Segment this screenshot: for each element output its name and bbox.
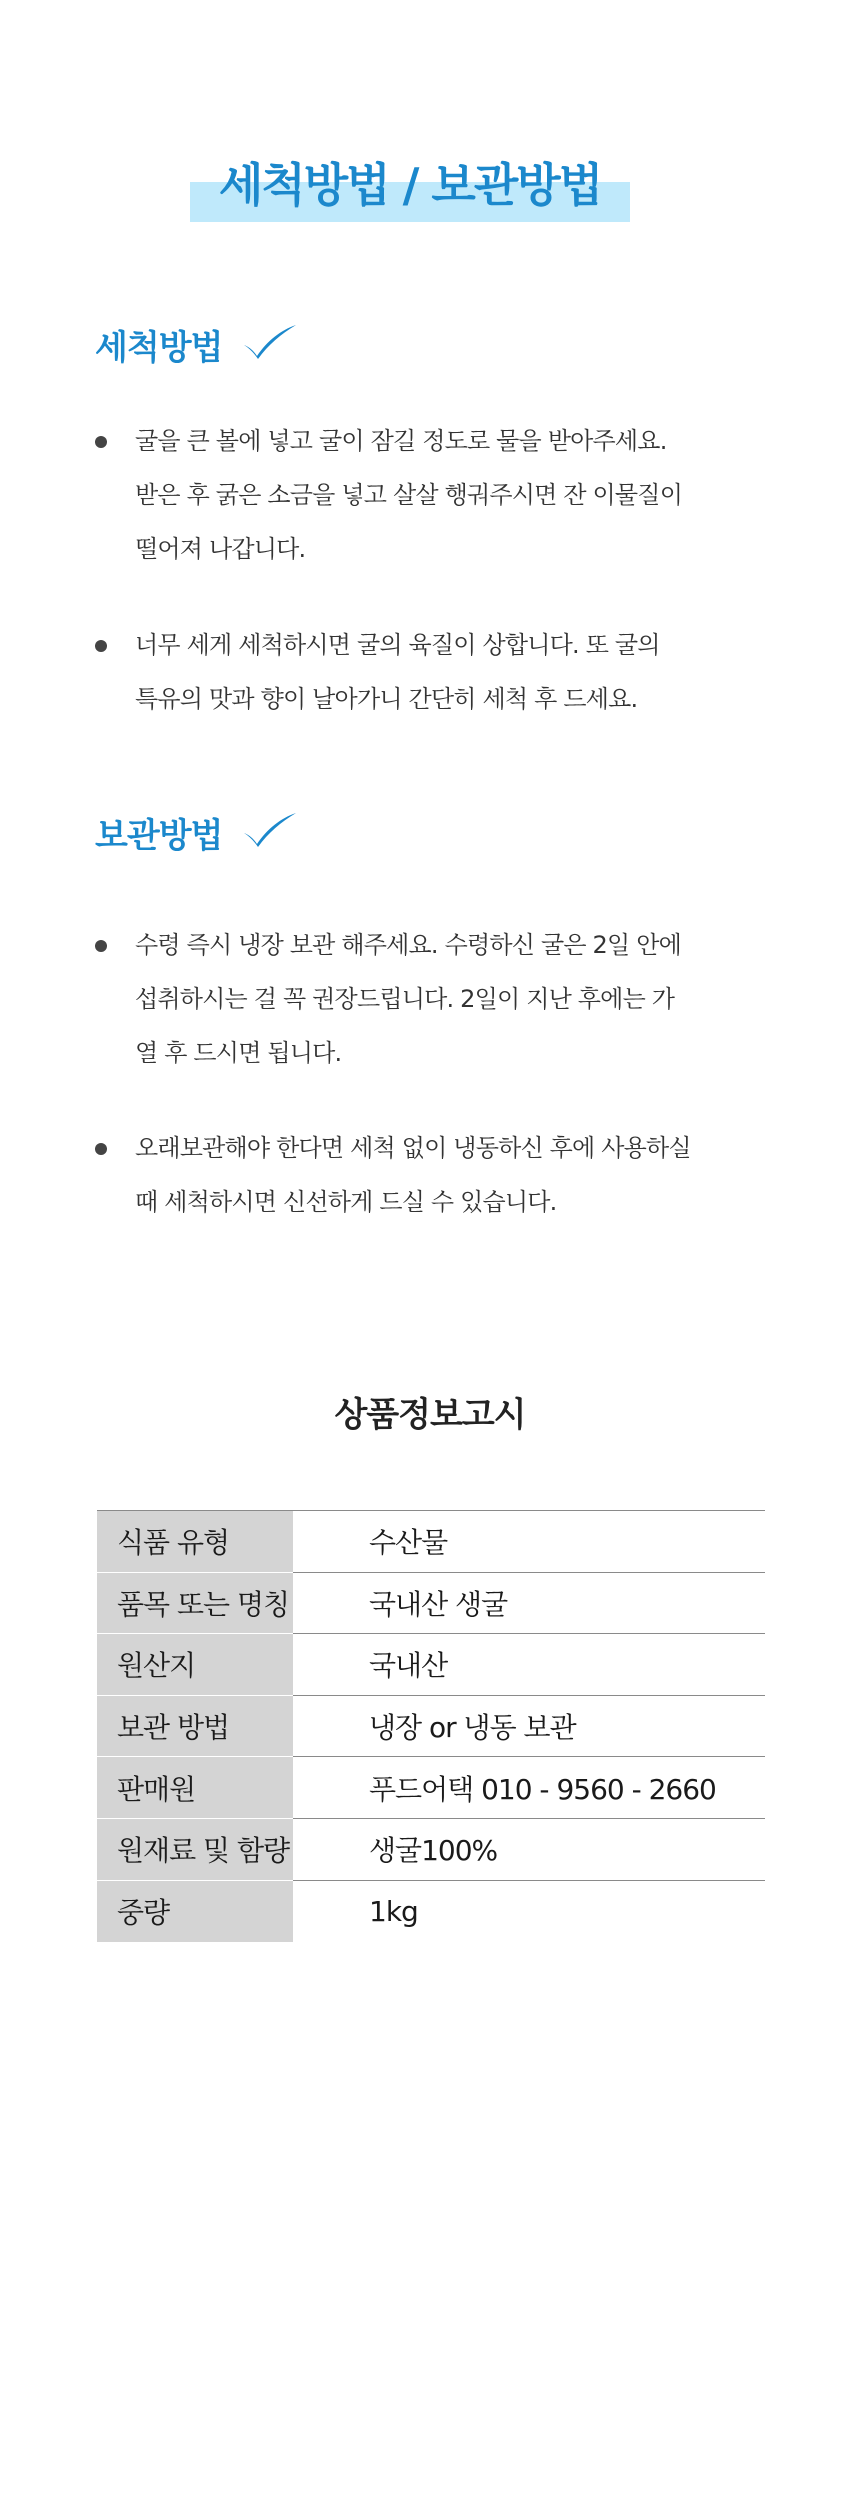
bullet-dot: [95, 640, 107, 652]
row-key: 중량: [97, 1880, 293, 1942]
row-value: 국내산: [293, 1634, 765, 1696]
wash-item-1-text: [135, 414, 735, 576]
bullet-dot: [95, 940, 107, 952]
row-key: 원재료 및 함량: [97, 1818, 293, 1880]
row-value: 1kg: [293, 1880, 765, 1942]
product-info-table: [97, 1510, 765, 1942]
text-line: 특유의 맛과 향이 날아가니 간단히 세척 후 드세요.: [135, 685, 638, 713]
table-row: [97, 1634, 765, 1696]
row-key: 품목 또는 명칭: [97, 1572, 293, 1634]
text-line: 굴을 큰 볼에 넣고 굴이 잠길 정도로 물을 받아주세요.: [135, 427, 667, 455]
check-icon: [241, 809, 299, 853]
table-row: [97, 1695, 765, 1757]
text-line: 때 세척하시면 신선하게 드실 수 있습니다.: [135, 1188, 557, 1216]
row-key: 원산지: [97, 1634, 293, 1696]
storage-item-2-text: [135, 1121, 735, 1229]
row-value: 수산물: [293, 1511, 765, 1573]
wash-heading-label: 세척방법: [95, 328, 223, 368]
table-row: [97, 1511, 765, 1573]
bullet-dot: [95, 436, 107, 448]
notice-title: 상품정보고시: [334, 1395, 526, 1435]
text-line: 섭취하시는 걸 꼭 권장드립니다. 2일이 지난 후에는 가: [135, 985, 675, 1013]
wash-item-2-text: [135, 618, 735, 726]
storage-item-1-text: [135, 918, 735, 1080]
row-value: 푸드어택 010 - 9560 - 2660: [293, 1757, 765, 1819]
bullet-dot: [95, 1143, 107, 1155]
text-line: 받은 후 굵은 소금을 넣고 살살 행궈주시면 잔 이물질이: [135, 481, 683, 509]
table-row: [97, 1757, 765, 1819]
row-key: 보관 방법: [97, 1695, 293, 1757]
row-value: 국내산 생굴: [293, 1572, 765, 1634]
main-title: 세척방법 / 보관방법: [218, 158, 602, 212]
row-key: 판매원: [97, 1757, 293, 1819]
text-line: 수령 즉시 냉장 보관 해주세요. 수령하신 굴은 2일 안에: [135, 931, 681, 959]
wash-item-2: [95, 618, 735, 726]
row-key: 식품 유형: [97, 1511, 293, 1573]
table-row: [97, 1572, 765, 1634]
storage-section-heading: [95, 806, 299, 866]
text-line: 떨어져 나갑니다.: [135, 535, 306, 563]
wash-section-heading: [95, 318, 299, 378]
storage-item-2: [95, 1121, 735, 1229]
text-line: 오래보관해야 한다면 세척 없이 냉동하신 후에 사용하실: [135, 1134, 691, 1162]
row-value: 냉장 or 냉동 보관: [293, 1695, 765, 1757]
main-title-block: [0, 150, 860, 230]
storage-heading-label: 보관방법: [95, 816, 223, 856]
text-line: 열 후 드시면 됩니다.: [135, 1039, 342, 1067]
text-line: 너무 세게 세척하시면 굴의 육질이 상합니다. 또 굴의: [135, 631, 660, 659]
row-value: 생굴100%: [293, 1818, 765, 1880]
table-row: [97, 1818, 765, 1880]
storage-item-1: [95, 918, 735, 1080]
check-icon: [241, 321, 299, 365]
table-row: [97, 1880, 765, 1942]
wash-item-1: [95, 414, 735, 576]
